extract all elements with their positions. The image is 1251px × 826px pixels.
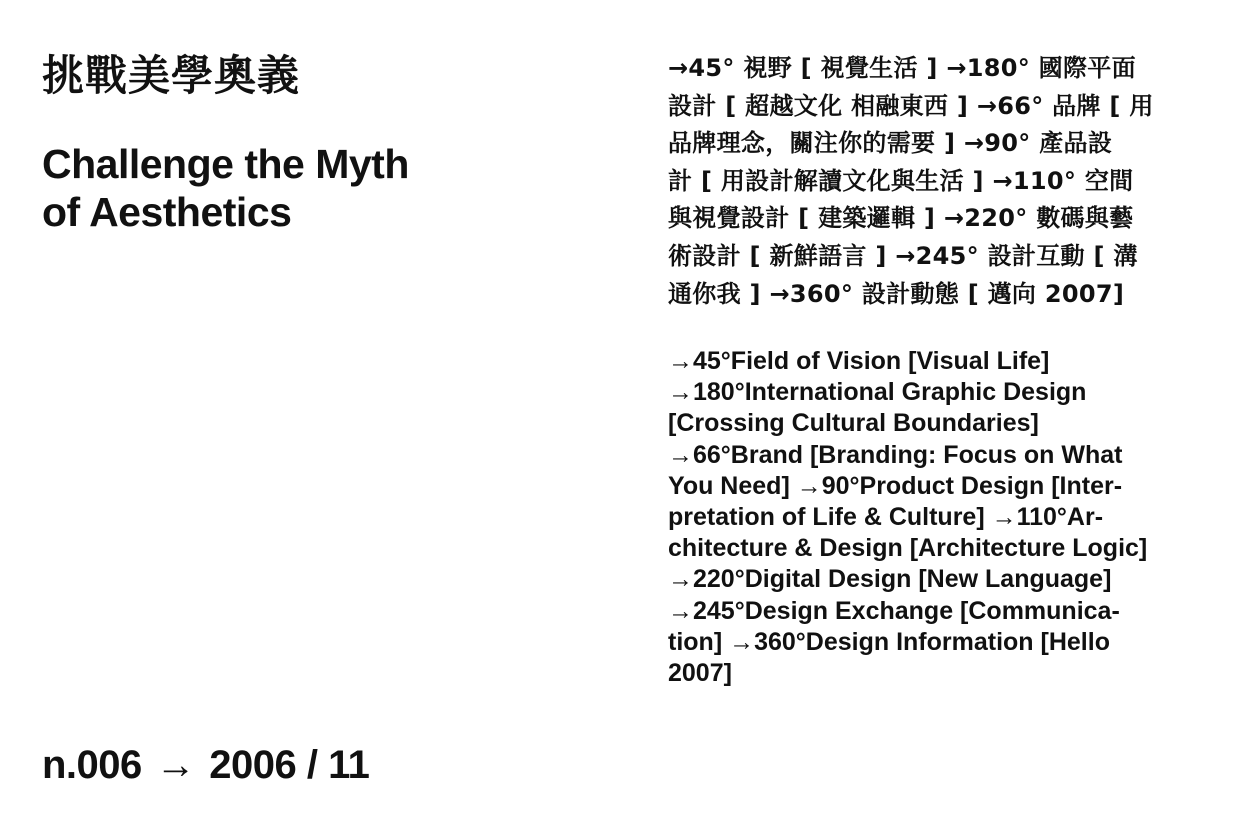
chinese-index-line: 品牌理念，關注你的需要 ] →90° 產品設	[668, 129, 1113, 158]
english-index-line: 2007]	[668, 659, 732, 688]
chinese-index-line: →45° 視野 [ 視覺生活 ] →180° 國際平面	[668, 54, 1136, 82]
chinese-index-line: 術設計 [ 新鮮語言 ] →245° 設計互動 [ 溝	[668, 241, 1138, 270]
chinese-title: 挑戰美學奧義	[42, 51, 301, 100]
english-index-line: →245°Design Exchange [Communica-	[668, 596, 1120, 625]
english-title-line-2: of Aesthetics	[42, 189, 292, 235]
english-section-index	[668, 346, 1213, 689]
arrow-icon: →	[155, 743, 196, 787]
chinese-index-line: 與視覺設計 [ 建築邏輯 ] →220° 數碼與藝	[668, 204, 1134, 233]
english-index-line: →66°Brand [Branding: Focus on What	[668, 440, 1123, 469]
english-index-line: You Need] →90°Product Design [Inter-	[668, 471, 1123, 500]
english-title	[42, 140, 409, 236]
english-index-line: tion] →360°Design Information [Hello	[668, 627, 1110, 656]
english-index-line: →180°International Graphic Design	[668, 378, 1087, 407]
issue-number: n.006	[42, 743, 142, 787]
english-index-line: →45°Field of Vision [Visual Life]	[668, 347, 1050, 375]
chinese-index-line: 計 [ 用設計解讀文化與生活 ] →110° 空間	[668, 166, 1134, 195]
english-index-line: pretation of Life & Culture] →110°Ar-	[668, 503, 1104, 532]
chinese-section-index	[668, 50, 1213, 313]
english-title-line-1: Challenge the Myth	[42, 141, 409, 187]
chinese-index-line: 設計 [ 超越文化 相融東西 ] →66° 品牌 [ 用	[668, 91, 1154, 120]
issue-date: 2006 / 11	[209, 743, 370, 787]
english-index-line: →220°Digital Design [New Language]	[668, 565, 1112, 594]
english-index-line: chitecture & Design [Architecture Logic]	[668, 534, 1148, 563]
chinese-index-line: 通你我 ] →360° 設計動態 [ 邁向 2007]	[668, 279, 1125, 308]
issue-info	[42, 740, 369, 790]
english-index-line: [Crossing Cultural Boundaries]	[668, 409, 1039, 438]
